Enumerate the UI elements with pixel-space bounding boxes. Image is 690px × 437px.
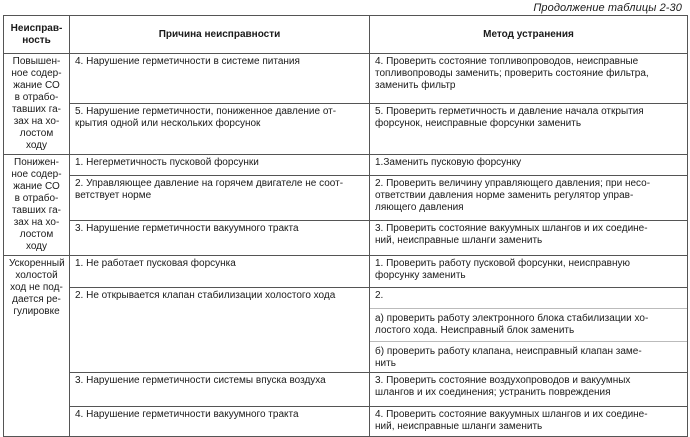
remedy-cell: 4. Проверить состояние вакуумных шлангов и их соедине- ний, неисправные шланги заменить [370,407,688,437]
cause-cell: 2. Не открывается клапан стабилизации холостого хода [70,288,370,373]
remedy-cell: 3. Проверить состояние вакуумных шлангов и их соедине- ний, неисправные шланги заменить [370,220,688,255]
remedy-cell: 1.Заменить пусковую форсунку [370,155,688,176]
cause-cell: 3. Нарушение герметичности вакуумного тракта [70,220,370,255]
table-continuation-caption: Продолжение таблицы 2-30 [533,2,682,14]
symptom-cell: Повышен- ное содер- жание СО в отрабо- тавших га- зах на хо- лостом ходу [4,54,70,155]
table-row [4,288,688,373]
cause-cell: 4. Нарушение герметичности вакуумного тракта [70,407,370,437]
cause-cell: 3. Нарушение герметичности системы впуска воздуха [70,373,370,407]
table-row [4,256,688,288]
symptom-cell: Понижен- ное содер- жание СО в отрабо- тавших га- зах на хо- лостом ходу [4,155,70,256]
remedy-cell: 5. Проверить герметичность и давление начала открытия форсунок, неисправные форсунки заменить [370,103,688,154]
remedy-part: а) проверить работу электронного блока стабилизации хо- лостого хода. Неисправный блок заменить [370,309,687,342]
cause-cell: 1. Негерметичность пусковой форсунки [70,155,370,176]
table-row [4,54,688,104]
header-fault: Неисправ- ность [4,16,70,54]
table-row [4,103,688,154]
remedy-part: б) проверить работу клапана, неисправный клапан заме- нить [375,346,642,369]
table-row [4,175,688,220]
remedy-cell: 4. Проверить состояние топливопроводов, неисправные топливопроводы заменить; проверить состояние фильтра, заменить фильтр [370,54,688,104]
symptom-cell: Ускоренный холостой ход не под- дается ре- гулировке [4,256,70,437]
remedy-cell: 1. Проверить работу пусковой форсунки, неисправную форсунку заменить [370,256,688,288]
table-row [4,220,688,255]
fault-table [3,15,688,437]
remedy-cell [370,288,688,373]
cause-cell: 4. Нарушение герметичности в системе питания [70,54,370,104]
header-row [4,16,688,54]
cause-cell: 1. Не работает пусковая форсунка [70,256,370,288]
table-row [4,373,688,407]
header-remedy: Метод устранения [370,16,688,54]
remedy-cell: 2. Проверить величину управляющего давления; при несо- ответствии давления норме заменить регулятор управ- ляющего давления [370,175,688,220]
table-row [4,155,688,176]
header-cause: Причина неисправности [70,16,370,54]
cause-cell: 5. Нарушение герметичности, пониженное давление от- крытия одной или нескольких форсунок [70,103,370,154]
remedy-part: 2. [370,288,687,309]
table-row [4,407,688,437]
remedy-cell: 3. Проверить состояние воздухопроводов и вакуумных шлангов и их соединения; устранить повреждения [370,373,688,407]
cause-cell: 2. Управляющее давление на горячем двигателе не соот- ветствует норме [70,175,370,220]
